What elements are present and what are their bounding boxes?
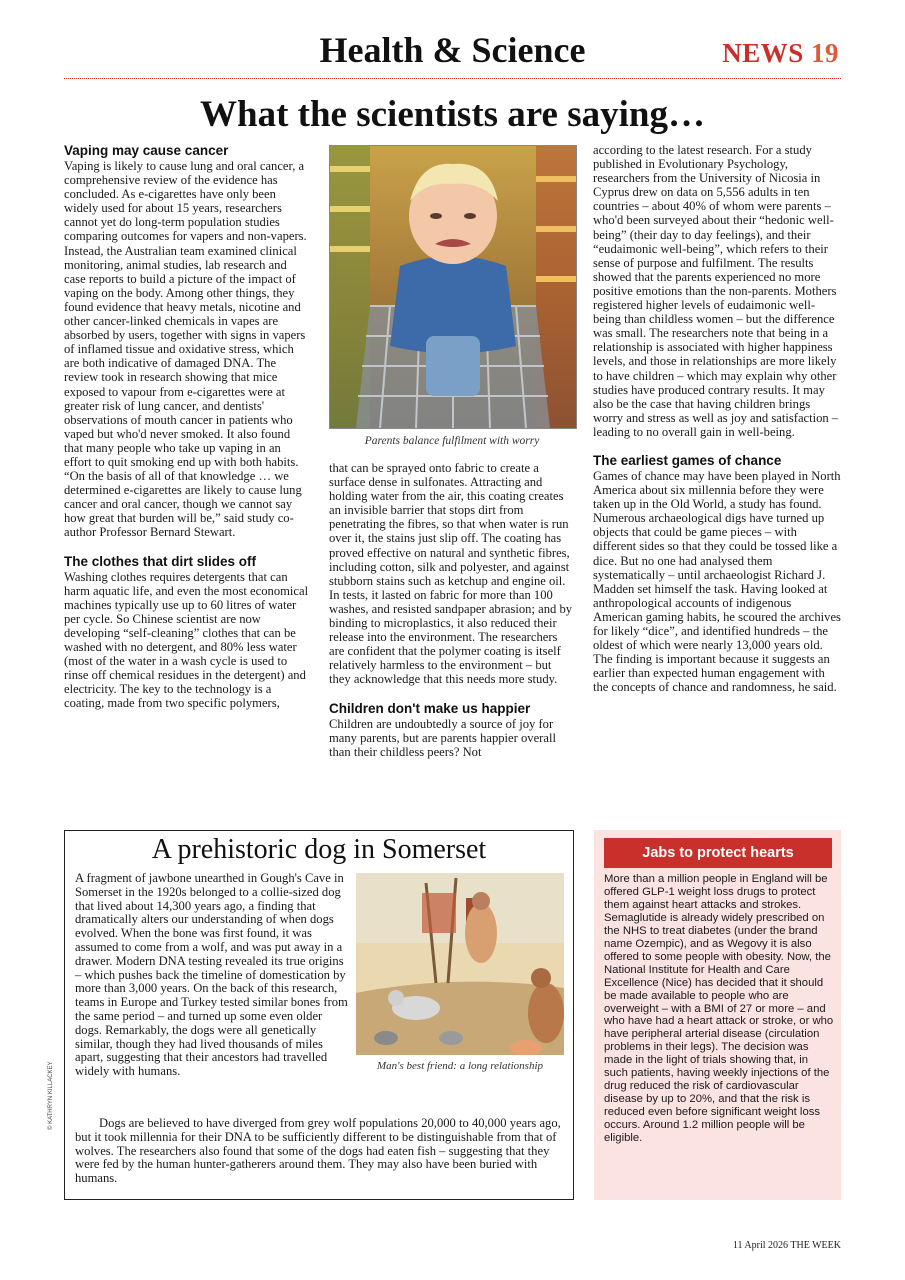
- dog-article-para1: [75, 872, 348, 1079]
- footer-date: 11 April 2026: [732, 1240, 789, 1251]
- page-number: 19: [811, 38, 839, 68]
- footer-publication: THE WEEK: [790, 1240, 841, 1251]
- prehistoric-scene-illustration: [356, 873, 564, 1055]
- article-title-children: Children don't make us happier: [329, 700, 531, 716]
- page-headline: What the scientists are saying…: [200, 94, 705, 135]
- photo-prehistoric-scene: [356, 873, 564, 1055]
- column-3: [593, 143, 842, 694]
- dog-article-para1-top: [75, 872, 348, 1079]
- dog-article-para2: Dogs are believed to have diverged from grey wolf populations 20,000 to 40,000 years ago, but it took millennia for their DNA to be sufficiently different to be distinguishable from that of wolves. The researchers also found that some of the dogs had eaten fish – suggesting that they were fed by the human hunter-gatherers around them. They may also have been buried with humans.: [75, 1116, 561, 1186]
- article-body-clothes-part2: that can be sprayed onto fabric to create a surface dense in sulfonates. Attracting and holding water from the air, this coating creates an invisible barrier that stops dirt from penetrating the fibres, so that when water is run over it, the stains just slip off. The coating has proved effective on natural and synthetic fibres, including cotton, silk and polyester, and against stubborn stains such as ketchup and engine oil. In tests, it lasted on fabric for more than 100 washes, and resisted sandpaper abrasion; and by binding to microplastics, it also reduced their release into the environment. The researchers are confident that the polymer coating is itself relatively harmless to the environment – but they acknowledge that this needs more study.: [329, 461, 573, 687]
- crying-child-illustration: [330, 146, 576, 428]
- section-title: Health & Science: [319, 30, 586, 70]
- photo-crying-child: [329, 145, 577, 429]
- article-body-clothes-part1: Washing clothes requires detergents that can harm aquatic life, and even the most economical machines typically use up to 60 litres of water per cycle. So Chinese scientist are now developing “self-cleaning” clothes that can be washed with no detergent, and 80% less water (most of the water in a wash cycle is used to rinse off chemical residues in the detergent) and electricity. The key to the technology is a coating, made from two specific polymers,: [64, 569, 309, 711]
- column-1: [64, 143, 309, 710]
- sidebar-body: More than a million people in England will be offered GLP-1 weight loss drugs to protect them against heart attacks and strokes. Semaglutide is already widely prescribed on the NHS to treat diabetes (under the brand name Ozempic), and as Wegovy it is also offered to some people with obesity. Now, the National Institute for Health and Care Excellence (Nice) has decided that it should be made available to people who are overweight – with a BMI of 27 or more – and who have had a heart attack or stroke, or who have peripheral arterial disease (circulation problems in their legs). The decision was made in the light of trials showing that, in such patients, having weekly injections of the drug reduced the risk of cardiovascular disease by up to 20%, and that the risk is reduced even before significant weight loss occurs. Around 1.2 million people will be eligible.: [604, 873, 834, 1145]
- sidebar-title: Jabs to protect hearts: [604, 838, 832, 868]
- news-word: NEWS: [722, 38, 804, 68]
- photo-caption-child: Parents balance fulfilment with worry: [364, 435, 540, 447]
- photo-credit: © KATHRYN KILLACKEY: [48, 1061, 54, 1130]
- page-footer: [733, 1240, 841, 1251]
- dotted-divider: [64, 78, 841, 79]
- article-body-vaping: Vaping is likely to cause lung and oral cancer, a comprehensive review of the evidence has concluded. As e-cigarettes have only been widely used for about 15 years, researchers cannot yet do long-term population studies comparing outcomes for vapers and non-vapers. Instead, the Australian team examined clinical monitoring, animal studies, lab research and case reports to build a picture of the impact of vaping on the body. Among other things, they found evidence that heavy metals, nicotine and other cancer-linked chemicals in vapes are absorbed by users, together with signs in vapers of inflamed tissue and oxidative stress, which are both indicative of damaged DNA. The review took in research showing that mice exposed to vapour from e-cigarettes were at greater risk of lung cancer, and dentists' observations of mouth cancer in patients who vaped but who'd never smoked. It also found that many people who take up vaping in an effort to quit smoking end up with both habits. “On the basis of all of that knowledge … we determined e-cigarettes are likely to cause lung cancer and oral cancer, though we cannot say how great that burden will be,” said study co-author Professor Bernard Stewart.: [64, 159, 307, 540]
- article-body-children-part1: Children are undoubtedly a source of joy for many parents, but are parents happier overall than their childless peers? Not: [329, 716, 556, 759]
- column-2: [329, 461, 575, 759]
- article-title-clothes: The clothes that dirt slides off: [64, 553, 257, 569]
- article-title-games: The earliest games of chance: [593, 452, 782, 468]
- photo-caption-dog: Man's best friend: a long relationship: [376, 1060, 544, 1072]
- article-body-games: Games of chance may have been played in North America about six millennia before they were taken up in the Old World, a study has found. Numerous archaeological digs have turned up objects that could be game pieces – with different sides so that they could be tossed like a dice. But no one had analysed them systematically – until archaeologist Richard J. Madden set himself the task. Having looked at anthropological accounts of indigenous American gaming habits, he scoured the archives for likely “dice”, and identified hundreds – the oldest of which were nearly 13,000 years old. The finding is important because it suggests an earlier than expected human engagement with the concepts of chance and randomness, he said.: [593, 468, 841, 695]
- article-title-vaping: Vaping may cause cancer: [64, 143, 229, 158]
- dog-para1-text: A fragment of jawbone unearthed in Gough's Cave in Somerset in the 1920s belonged to a collie-sized dog that lived about 14,300 years ago, a finding that dramatically alters our understanding of when dogs evolved. When the bone was first found, it was assumed to come from a wolf, and was put away in a drawer. Modern DNA testing revealed its true origins – which pushes back the timeline of domestication by more than 3,000 years. On the back of this research, teams in Europe and Turkey tested similar bones from the same period – and turned up some even older dogs. Remarkably, the dogs were all genetically similar, though they had lived thousands of miles apart, suggesting that their ancestors had travelled widely with humans.: [75, 871, 348, 1079]
- article-body-children-part2: according to the latest research. For a study published in Evolutionary Psychology, researchers from the University of Nicosia in Cyprus drew on data on 5,556 adults in ten countries – about 40% of whom were parents – who'd been surveyed about their “hedonic well-being” (their day to day feelings), and their “eudaimonic well-being”, which refers to their sense of purpose and fulfilment. The results showed that the parents experienced no more positive emotions than the non-parents. Mothers registered higher levels of eudaimonic well-being than childless women – but the difference was small. The researchers note that being in a relationship is associated with higher happiness levels, and those in relationships are more likely to have children – which may explain why other studies have produced contrary results. It may also be the case that having children brings worry and stress as well as joy and satisfaction – leading to no overall gain in well-being.: [593, 143, 839, 439]
- news-label: [722, 38, 839, 69]
- dog-article-title: A prehistoric dog in Somerset: [151, 834, 487, 865]
